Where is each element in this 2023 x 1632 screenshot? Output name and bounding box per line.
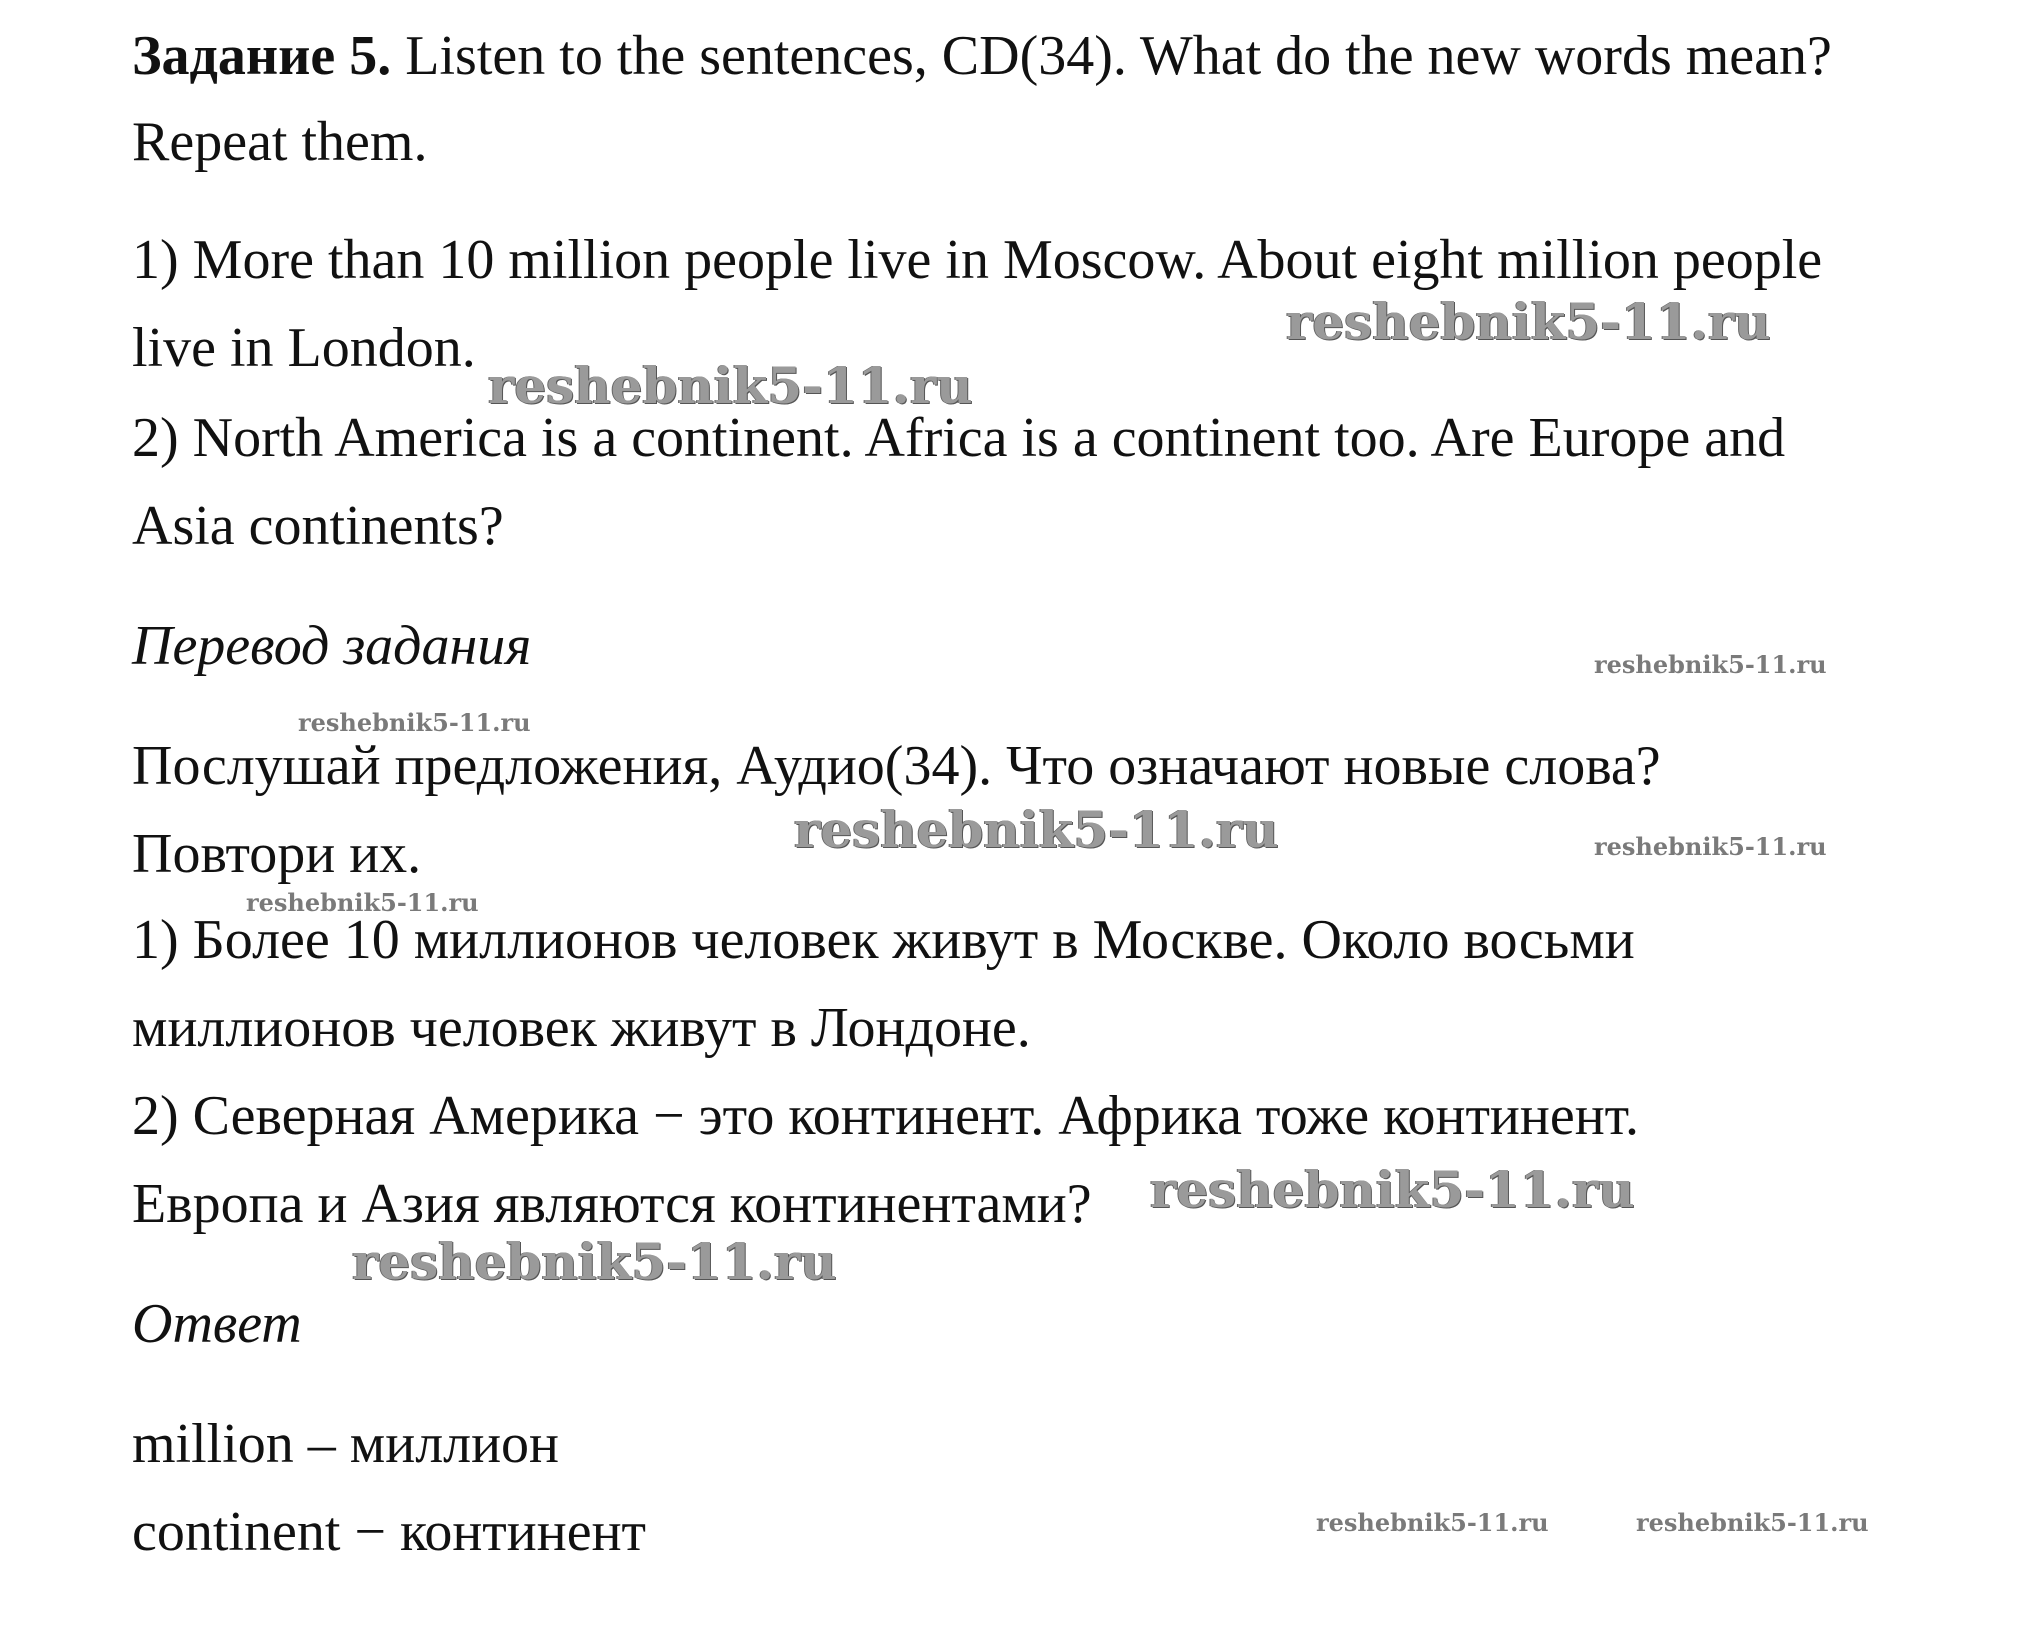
task-label: Задание 5. (132, 25, 392, 87)
translation-line-2: Повтори их. (132, 823, 422, 885)
task-instruction-cont: Repeat them. (132, 111, 428, 173)
sentence-en-2a: 2) North America is a continent. Africa is a continent too. Are Europe and (132, 407, 1786, 469)
task-instruction: Listen to the sentences, CD(34). What do the new words mean? (405, 25, 1832, 87)
watermark: reshebnik5-11.ru (1594, 832, 1827, 861)
task-heading-line (132, 22, 1832, 90)
translation-line-4: миллионов человек живут в Лондоне. (132, 997, 1031, 1059)
sentence-en-1b: live in London. (132, 317, 476, 379)
answer-item-1: million – миллион (132, 1413, 560, 1475)
answer-item-2: continent − континент (132, 1501, 647, 1563)
translation-line-5: 2) Северная Америка − это континент. Африка тоже континент. (132, 1085, 1639, 1147)
sentence-en-2b: Asia continents? (132, 495, 504, 557)
translation-line-1: Послушай предложения, Аудио(34). Что означают новые слова? (132, 735, 1661, 797)
watermark: reshebnik5-11.ru (1636, 1508, 1869, 1537)
translation-line-3: 1) Более 10 миллионов человек живут в Москве. Около восьми (132, 909, 1635, 971)
watermark: reshebnik5-11.ru (298, 708, 531, 737)
watermark: reshebnik5-11.ru (1286, 292, 1771, 351)
translation-heading: Перевод задания (132, 615, 532, 677)
translation-line-6: Европа и Азия являются континентами? (132, 1173, 1092, 1235)
watermark: reshebnik5-11.ru (1150, 1160, 1635, 1219)
watermark: reshebnik5-11.ru (352, 1232, 837, 1291)
watermark: reshebnik5-11.ru (1316, 1508, 1549, 1537)
answer-heading: Ответ (132, 1293, 302, 1355)
watermark: reshebnik5-11.ru (488, 356, 973, 415)
sentence-en-1a: 1) More than 10 million people live in Moscow. About eight million people (132, 229, 1823, 291)
watermark: reshebnik5-11.ru (794, 800, 1279, 859)
watermark: reshebnik5-11.ru (1594, 650, 1827, 679)
watermark: reshebnik5-11.ru (246, 888, 479, 917)
